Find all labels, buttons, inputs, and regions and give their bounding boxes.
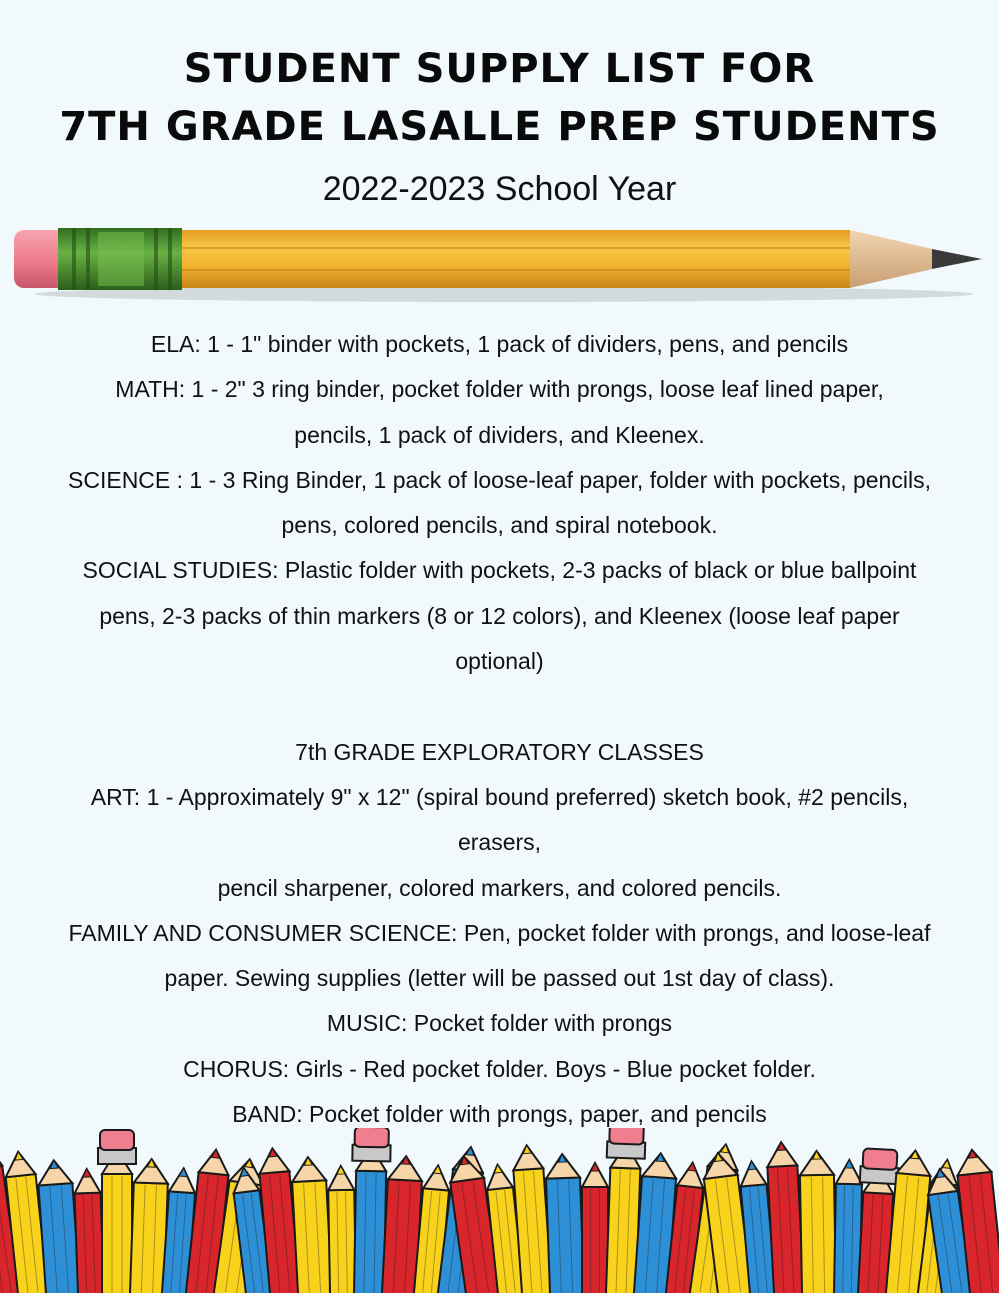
spacer [30, 684, 969, 729]
colored-pencils-border-icon [0, 1128, 999, 1293]
colored-pencil-icon [766, 1141, 805, 1293]
core-class-line: pencils, 1 pack of dividers, and Kleenex. [294, 421, 705, 448]
colored-pencil-icon [834, 1160, 863, 1293]
page-title-line-2: 7TH GRADE LASALLE PREP STUDENTS [59, 104, 940, 150]
core-class-line: pens, 2-3 packs of thin markers (8 or 12 colors), and Kleenex (loose leaf paper [99, 602, 900, 629]
colored-pencil-icon [291, 1156, 333, 1293]
supply-list [30, 322, 969, 1137]
exploratory-class-line: MUSIC: Pocket folder with prongs [326, 1010, 673, 1037]
exploratory-heading: 7th GRADE EXPLORATORY CLASSES [295, 738, 704, 765]
colored-pencil-icon [800, 1151, 837, 1293]
colored-pencil-icon [74, 1169, 105, 1293]
core-class-line: SOCIAL STUDIES: Plastic folder with pockets, 2-3 packs of black or blue ballpoint [82, 557, 917, 584]
exploratory-class-line: BAND: Pocket folder with prongs, paper, and pencils [232, 1101, 767, 1128]
exploratory-class-line: erasers, [457, 829, 542, 856]
exploratory-class-line: CHORUS: Girls - Red pocket folder. Boys - Blue pocket folder. [183, 1055, 816, 1082]
core-class-line: optional) [455, 648, 544, 675]
core-class-line: pens, colored pencils, and spiral notebook. [281, 512, 718, 539]
core-class-line: ELA: 1 - 1" binder with pockets, 1 pack of dividers, pens, and pencils [150, 331, 849, 357]
page-title-line-1: STUDENT SUPPLY LIST FOR [183, 46, 816, 92]
school-year-subtitle: 2022-2023 School Year [322, 170, 677, 208]
colored-pencil-icon [545, 1153, 585, 1293]
exploratory-class-line: FAMILY AND CONSUMER SCIENCE: Pen, pocket folder with prongs, and loose-leaf [68, 919, 931, 946]
exploratory-class-line: paper. Sewing supplies (letter will be passed out 1st day of class). [164, 965, 835, 992]
exploratory-class-line: pencil sharpener, colored markers, and colored pencils. [217, 874, 782, 901]
colored-pencil-icon [582, 1163, 608, 1293]
core-class-line: SCIENCE : 1 - 3 Ring Binder, 1 pack of loose-leaf paper, folder with pockets, pencils, [68, 466, 931, 493]
pencil-icon [14, 222, 989, 304]
exploratory-class-line: ART: 1 - Approximately 9" x 12" (spiral bound preferred) sketch book, #2 pencils, [90, 783, 909, 810]
colored-pencil-icon [328, 1166, 357, 1293]
core-class-line: MATH: 1 - 2" 3 ring binder, pocket folder with prongs, loose leaf lined paper, [115, 376, 884, 403]
